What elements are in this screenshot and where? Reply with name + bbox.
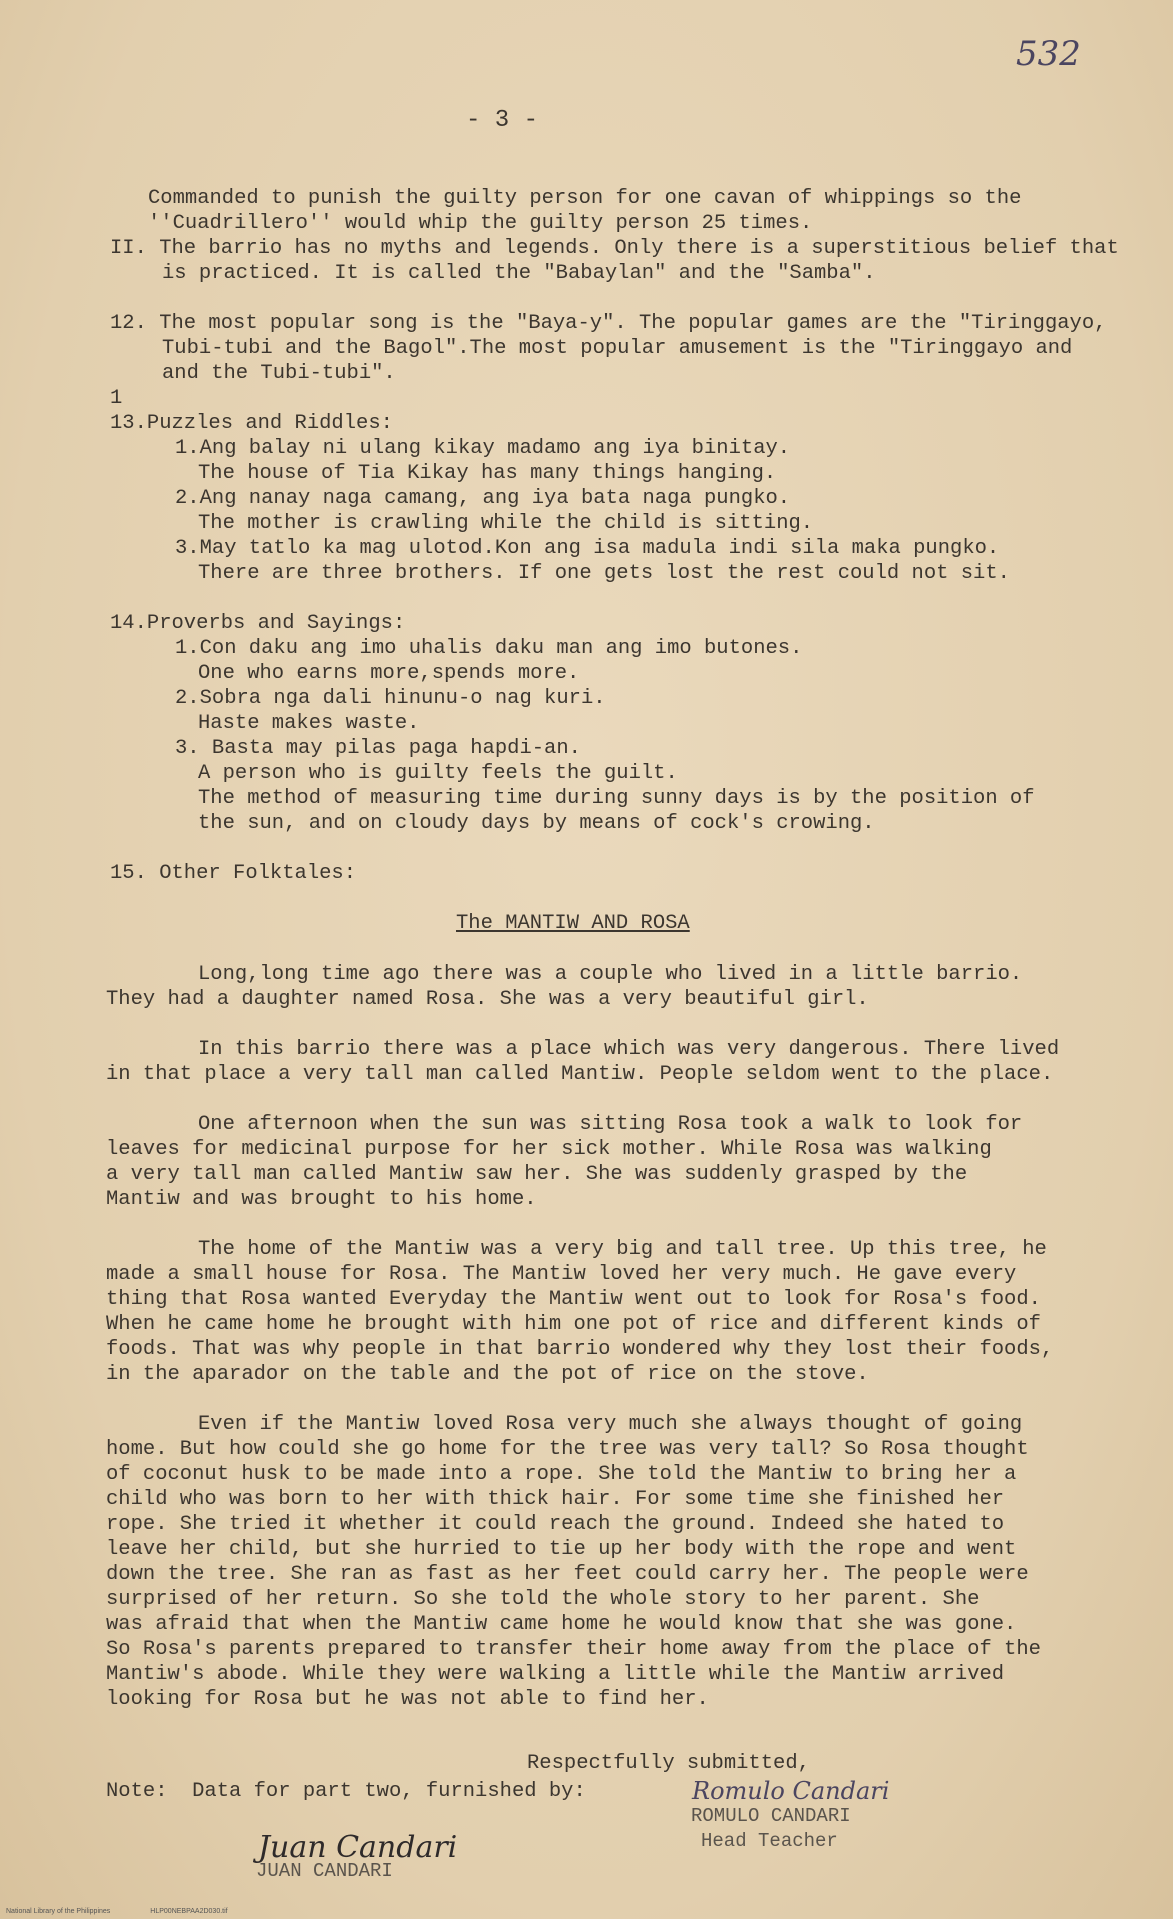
text-line: One who earns more,spends more. (198, 662, 580, 685)
name-left: JUAN CANDARI (256, 1860, 393, 1882)
text-line: There are three brothers. If one gets lost the rest could not sit. (198, 562, 1010, 585)
text-line: Even if the Mantiw loved Rosa very much she always thought of going (198, 1413, 1023, 1436)
section-heading: 14.Proverbs and Sayings: (110, 612, 406, 635)
text-line: II. The barrio has no myths and legends. Only there is a superstitious belief that (110, 237, 1119, 260)
text-line: When he came home he brought with him one pot of rice and different kinds of (106, 1313, 1041, 1336)
text-line: ''Cuadrillero'' would whip the guilty person 25 times. (148, 212, 813, 235)
text-line: Mantiw's abode. While they were walking a little while the Mantiw arrived (106, 1663, 1005, 1686)
text-line: and the Tubi-tubi". (162, 362, 396, 385)
text-line: 2.Ang nanay naga camang, ang iya bata naga pungko. (175, 487, 791, 510)
footer-left: National Library of the Philippines (6, 1908, 111, 1915)
text-line: The method of measuring time during sunny days is by the position of (198, 787, 1035, 810)
text-line: in the aparador on the table and the pot of rice on the stove. (106, 1363, 869, 1386)
text-line: So Rosa's parents prepared to transfer their home away from the place of the (106, 1638, 1041, 1661)
text-line: They had a daughter named Rosa. She was a very beautiful girl. (106, 988, 869, 1011)
section-heading: 15. Other Folktales: (110, 862, 357, 885)
handwritten-page-number: 532 (1016, 34, 1081, 74)
signature-right: Romulo Candari (692, 1777, 890, 1805)
text-line: home. But how could she go home for the tree was very tall? So Rosa thought (106, 1438, 1029, 1461)
text-line: 12. The most popular song is the "Baya-y". The popular games are the "Tiringgayo, (110, 312, 1107, 335)
text-line: The mother is crawling while the child is sitting. (198, 512, 814, 535)
text-line: child who was born to her with thick hair. For some time she finished her (106, 1488, 1005, 1511)
text-line: One afternoon when the sun was sitting Rosa took a walk to look for (198, 1113, 1023, 1136)
footer-right: HLP00NEBPAA2D030.tif (150, 1908, 228, 1915)
text-line: A person who is guilty feels the guilt. (198, 762, 678, 785)
text-line: made a small house for Rosa. The Mantiw loved her very much. He gave every (106, 1263, 1017, 1286)
closing-note: Note: Data for part two, furnished by: (106, 1780, 586, 1803)
text-line: The house of Tia Kikay has many things hanging. (198, 462, 777, 485)
text-line: a very tall man called Mantiw saw her. She was suddenly grasped by the (106, 1163, 968, 1186)
text-line: surprised of her return. So she told the whole story to her parent. She (106, 1588, 980, 1611)
text-line: Haste makes waste. (198, 712, 420, 735)
text-line: Commanded to punish the guilty person for one cavan of whippings so the (148, 187, 1022, 210)
text-line: rope. She tried it whether it could reach the ground. Indeed she hated to (106, 1513, 1005, 1536)
text-line: 3.May tatlo ka mag ulotod.Kon ang isa madula indi sila maka pungko. (175, 537, 1000, 560)
text-line: of coconut husk to be made into a rope. She told the Mantiw to bring her a (106, 1463, 1017, 1486)
text-line: In this barrio there was a place which was very dangerous. There lived (198, 1038, 1060, 1061)
story-title: The MANTIW AND ROSA (456, 912, 690, 935)
signature-left: Juan Candari (258, 1830, 458, 1865)
text-line: Long,long time ago there was a couple who lived in a little barrio. (198, 963, 1023, 986)
text-line: is practiced. It is called the "Babaylan" and the "Samba". (162, 262, 876, 285)
title-right: Head Teacher (701, 1830, 838, 1852)
text-line: leave her child, but she hurried to tie up her body with the rope and went (106, 1538, 1017, 1561)
text-line: foods. That was why people in that barrio wondered why they lost their foods, (106, 1338, 1054, 1361)
text-line: leaves for medicinal purpose for her sick mother. While Rosa was walking (106, 1138, 992, 1161)
text-line: 1 (110, 387, 123, 410)
name-right: ROMULO CANDARI (691, 1805, 851, 1827)
section-heading: 13.Puzzles and Riddles: (110, 412, 393, 435)
page-label: - 3 - (466, 107, 539, 134)
text-line: the sun, and on cloudy days by means of cock's crowing. (198, 812, 875, 835)
closing-respectfully: Respectfully submitted, (527, 1752, 810, 1775)
text-line: looking for Rosa but he was not able to find her. (106, 1688, 709, 1711)
text-line: down the tree. She ran as fast as her feet could carry her. The people were (106, 1563, 1029, 1586)
text-line: 3. Basta may pilas paga hapdi-an. (175, 737, 581, 760)
text-line: thing that Rosa wanted Everyday the Mantiw went out to look for Rosa's food. (106, 1288, 1041, 1311)
text-line: 1.Ang balay ni ulang kikay madamo ang iya binitay. (175, 437, 791, 460)
text-line: was afraid that when the Mantiw came home he would know that she was gone. (106, 1613, 1017, 1636)
text-line: The home of the Mantiw was a very big and tall tree. Up this tree, he (198, 1238, 1047, 1261)
scan-footer (6, 1908, 268, 1915)
text-line: 2.Sobra nga dali hinunu-o nag kuri. (175, 687, 606, 710)
text-line: Mantiw and was brought to his home. (106, 1188, 537, 1211)
text-line: Tubi-tubi and the Bagol".The most popular amusement is the "Tiringgayo and (162, 337, 1073, 360)
text-line: 1.Con daku ang imo uhalis daku man ang imo butones. (175, 637, 803, 660)
text-line: in that place a very tall man called Mantiw. People seldom went to the place. (106, 1063, 1054, 1086)
